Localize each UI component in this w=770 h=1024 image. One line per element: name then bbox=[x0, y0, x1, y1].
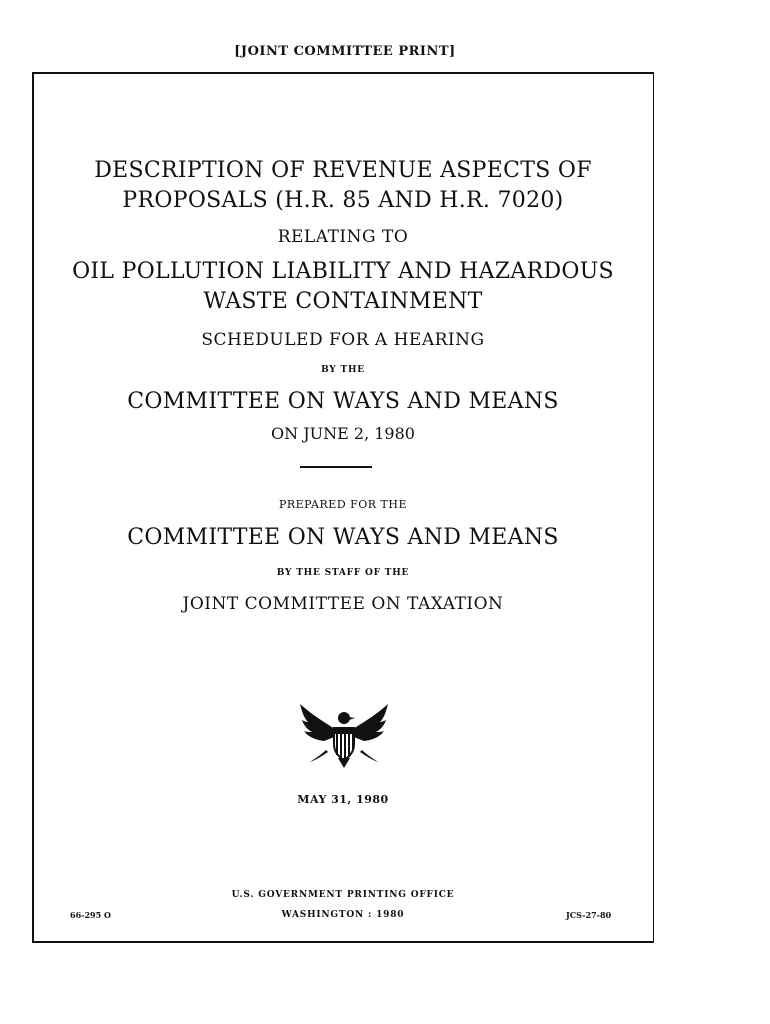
eagle-seal-icon bbox=[294, 700, 394, 768]
hearing-committee: COMMITTEE ON WAYS AND MEANS bbox=[127, 389, 559, 414]
title-line-4: WASTE CONTAINMENT bbox=[203, 289, 483, 314]
hearing-date: ON JUNE 2, 1980 bbox=[271, 424, 415, 443]
prepared-for: PREPARED FOR THE bbox=[278, 498, 408, 511]
left-code: 66-295 O bbox=[70, 910, 111, 920]
publication-date: MAY 31, 1980 bbox=[297, 793, 389, 806]
joint-committee-taxation: JOINT COMMITTEE ON TAXATION bbox=[182, 594, 504, 614]
divider-rule bbox=[300, 466, 372, 468]
title-line-2: PROPOSALS (H.R. 85 AND H.R. 7020) bbox=[122, 188, 564, 213]
relating-to: RELATING TO bbox=[277, 227, 409, 247]
by-the: BY THE bbox=[321, 365, 365, 375]
printing-office: U.S. GOVERNMENT PRINTING OFFICE bbox=[231, 890, 455, 900]
title-line-3: OIL POLLUTION LIABILITY AND HAZARDOUS bbox=[72, 259, 614, 284]
printing-city: WASHINGTON : 1980 bbox=[281, 910, 405, 920]
right-code: JCS-27-80 bbox=[566, 910, 612, 920]
by-the-staff: BY THE STAFF OF THE bbox=[276, 568, 410, 578]
joint-committee-print-label: [JOINT COMMITTEE PRINT] bbox=[234, 44, 456, 59]
prepared-committee: COMMITTEE ON WAYS AND MEANS bbox=[127, 525, 559, 550]
title-line-1: DESCRIPTION OF REVENUE ASPECTS OF bbox=[94, 158, 592, 183]
scheduled-hearing: SCHEDULED FOR A HEARING bbox=[201, 330, 485, 350]
